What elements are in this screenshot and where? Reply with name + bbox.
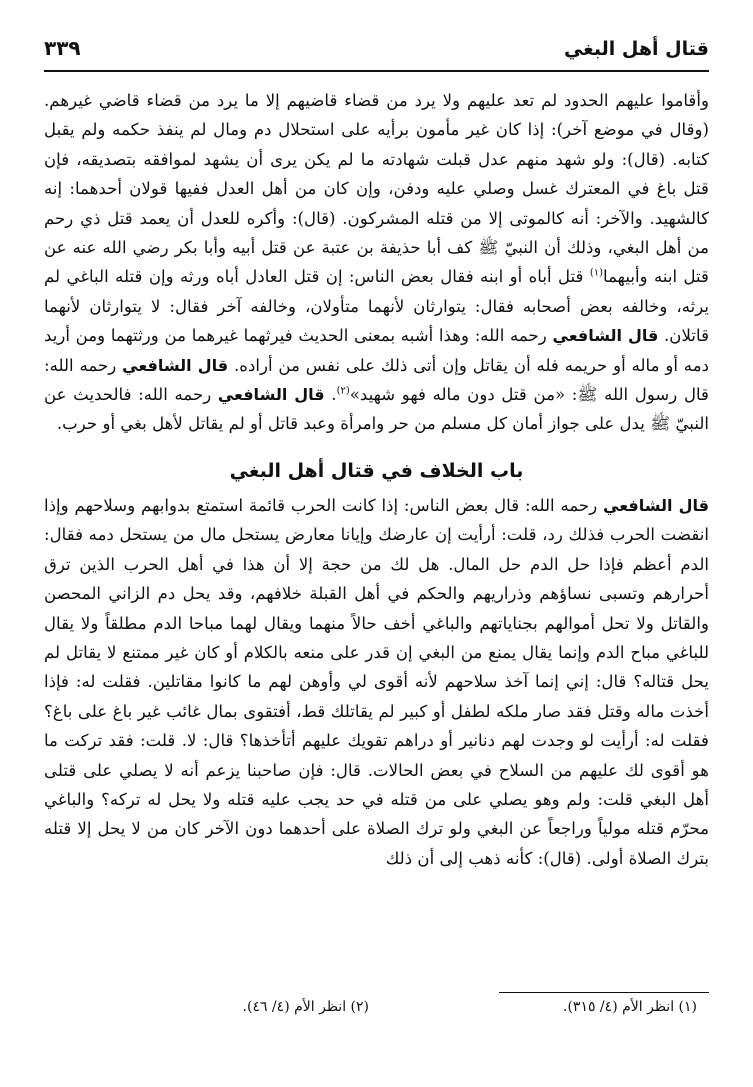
speaker-label: قال الشافعي: [603, 495, 709, 515]
footnote-1: (١) انظر الأم (٤/ ٣١٥).: [563, 999, 697, 1015]
footnote-2: (٢) انظر الأم (٤/ ٤٦).: [242, 999, 369, 1015]
body-text: [44, 86, 709, 873]
paragraph-1-text-e: .: [324, 385, 337, 405]
paragraph-1-text-c: رحمه الله: وهذا أشبه بمعنى الحديث فيرثهما غيرهما من ورثتهما ومن أريد دمه أو ماله أو حريمه فله أن يقاتل وإن أتى ذلك على نفس من أراده.: [44, 326, 709, 375]
paragraph-1-text-d: رحمه الله: قال رسول الله ﷺ: «من قتل دون ماله فهو شهيد»: [44, 355, 709, 405]
paragraph-1-text-b: قتل أباه أو ابنه فقال بعض الناس: إن قتل العادل أباه ورثه وإن قتله الباغي لم يرثه، وخالفه بعض أصحابه فقال: يتوارثان لأنهما متأولان، وخالفه آخر فقال: لا يتوارثان لأنهما قاتلان.: [44, 267, 710, 346]
paragraph-1: [44, 86, 709, 439]
paragraph-1-text-f: رحمه الله: فالحديث عن النبيّ ﷺ يدل على جواز أمان كل مسلم من حر وامرأة وعبد قاتل أو لم يقاتل لأهل بغي أو حرب.: [44, 385, 709, 434]
running-header: [44, 36, 709, 68]
footnote-marker-1: (١): [589, 267, 604, 279]
footnote-rule: [499, 992, 709, 993]
paragraph-1-text-a: وأقاموا عليهم الحدود لم تعد عليهم ولا يرد من قضاء قاضيهم إلا ما يرد من قضاء قاضي غيرهم. (وقال في موضع آخر): إذا كان غير مأمون برأيه على استحلال دم ومال لم ينفذ حكمه ولم يقبل كتابه. (قال): ولو شهد منهم عدل قبلت شهادته ما لم يكن يرى أن يشهد لموافقه بتصديقه، فإن قتل باغ في المعترك غسل وصلي عليه ودفن، وإن كان من أهل العدل ففيها قولان أحدهما: إنه كالشهيد. والآخر: أنه كالموتى إلا من قتله المشركون. (قال): وأكره للعدل أن يعمد قتل ذي رحم من أهل البغي، وذلك أن النبيّ ﷺ كف أبا حذيفة بن عتبة عن قتل أبيه وأبا بكر رضي الله عنه عن قتل ابنه وأبيهما: [44, 91, 709, 287]
header-rule: [44, 70, 709, 72]
speaker-label: قال الشافعي: [217, 385, 325, 405]
section-title: باب الخلاف في قتال أهل البغي: [229, 459, 524, 482]
footnotes: [44, 999, 709, 1023]
speaker-label: قال الشافعي: [552, 326, 659, 346]
paragraph-2-text: رحمه الله: قال بعض الناس: إذا كانت الحرب قائمة استمتع بدوابهم وسلاحهم وإذا انقضت الحرب فذلك رد، قلت: أرأيت إن عارضك وإيانا معارض يستحل مال من يستحل دمه فقال: الدم أعظم فإذا حل الدم حل المال. هل لك من حجة إلا أن هذا في أهل الحرب الذين ترق أحرارهم وتسبى نساؤهم وذراريهم والحكم في أهل القبلة خلافهم، وقد يحل دم الزاني المحصن والقاتل ولا تحل أموالهم بجناياتهم والباغي أخف حالاً منهما ويقال لهما مباحا الدم مطلقاً ولا يقال للباغي مباح الدم وإنما يقال يمنع من البغي إن قدر على منعه بالكلام أو كان غير ممتنع لا يقاتل لم يحل قتاله؟ قال: إني إنما آخذ سلاحهم لأنه أقوى لي وأوهن لهم ما كانوا مقاتلين. فقلت له: فإذا أخذت ماله وقتل فقد صار ملكه لطفل أو كبير لم يقاتلك قط، أفتقوى بمال غائب غير باغ على باغ؟ فقلت له: أرأيت لو وجدت لهم دنانير أو دراهم تقويك عليهم أتأخذها؟ قال: لا. قلت: فقد تركت ما هو أقوى لك عليهم من السلاح في بعض الحالات. قال: فإن صاحبنا يزعم أنه لا يصلي على قتلى أهل البغي قلت: ولم وهو يصلي على من قتله في حد يجب عليه قتله ولا يحل له تركه؟ والباغي محرّم قتله مولياً وراجعاً عن البغي ولو ترك الصلاة على أحدهما دون الآخر كان من لا يحل إلا قتله بترك الصلاة أولى. (قال): كأنه ذهب إلى أن ذلك: [44, 495, 709, 868]
footnote-marker-2: (٢): [336, 385, 350, 397]
running-title: قتال أهل البغي: [563, 38, 709, 60]
speaker-label: قال الشافعي: [122, 355, 229, 375]
page-number: ٣٣٩: [44, 36, 81, 60]
paragraph-2: [44, 491, 709, 873]
